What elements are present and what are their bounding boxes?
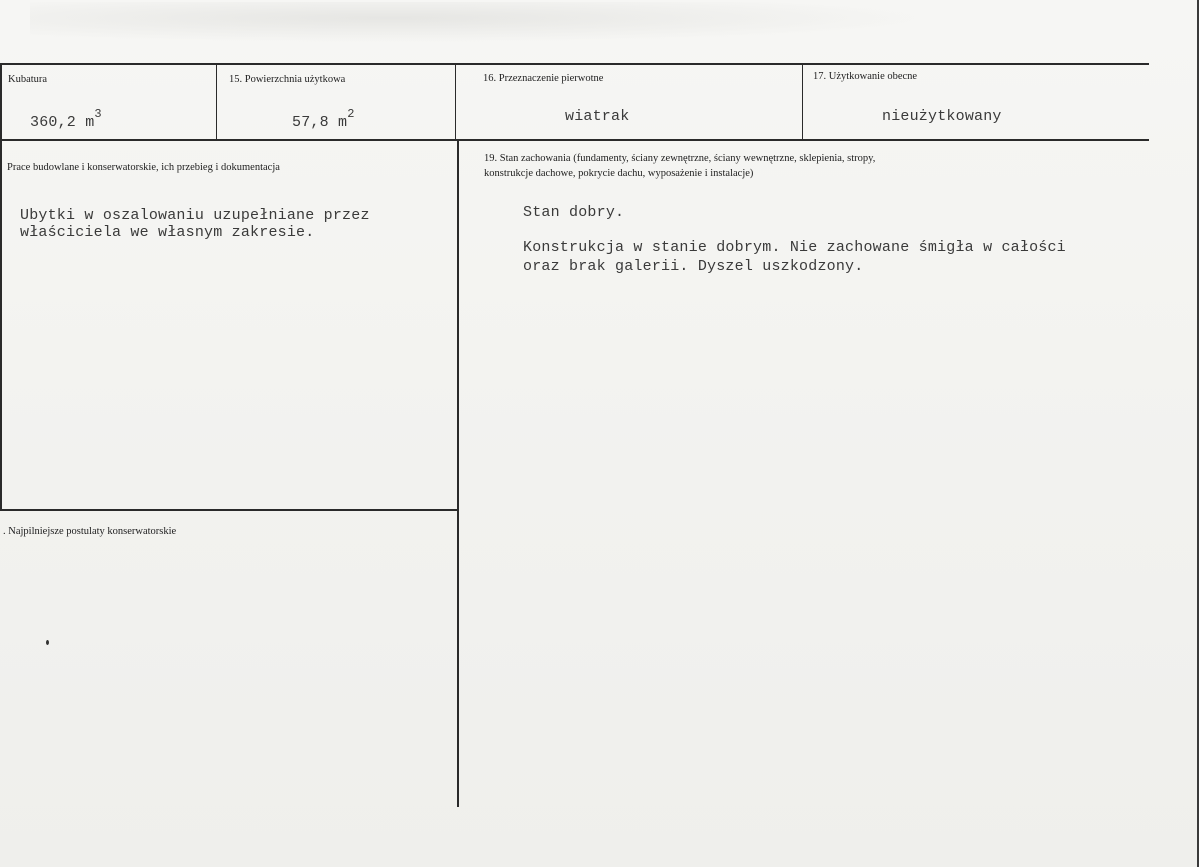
powierzchnia-value xyxy=(292,109,355,131)
kubatura-exponent: 3 xyxy=(94,107,102,121)
main-column-divider xyxy=(457,139,459,807)
powierzchnia-label: 15. Powierzchnia użytkowa xyxy=(229,74,346,85)
prace-line-1: Ubytki w oszalowaniu uzupełniane przez xyxy=(20,207,370,224)
col-divider-1 xyxy=(216,63,217,141)
uzytkowanie-value: nieużytkowany xyxy=(882,108,1002,125)
col-divider-2 xyxy=(455,63,456,141)
stan-paragraph-2-line-1: Konstrukcja w stanie dobrym. Nie zachowane śmigła w całości xyxy=(523,239,1066,256)
stan-label-line-2: konstrukcje dachowe, pokrycie dachu, wyposażenie i instalacje) xyxy=(484,168,754,179)
kubatura-value xyxy=(30,109,102,131)
paper-smudge xyxy=(30,2,930,42)
ink-dot xyxy=(46,640,49,645)
kubatura-number: 360,2 m xyxy=(30,114,95,131)
prace-line-2: właściciela we własnym zakresie. xyxy=(20,224,315,241)
przeznaczenie-value: wiatrak xyxy=(565,108,630,125)
uzytkowanie-label: 17. Użytkowanie obecne xyxy=(813,71,918,82)
left-column-divider-rule xyxy=(0,509,458,511)
left-border-rule xyxy=(0,63,2,511)
powierzchnia-number: 57,8 m xyxy=(292,114,348,131)
przeznaczenie-label: 16. Przeznaczenie pierwotne xyxy=(483,73,604,84)
stan-paragraph-2-line-2: oraz brak galerii. Dyszel uszkodzony. xyxy=(523,258,864,275)
top-row-top-rule xyxy=(0,63,1149,65)
prace-label: Prace budowlane i konserwatorskie, ich przebieg i dokumentacja xyxy=(7,162,280,173)
top-row-bottom-rule xyxy=(0,139,1149,141)
powierzchnia-exponent: 2 xyxy=(347,107,355,121)
kubatura-label: Kubatura xyxy=(8,74,48,85)
col-divider-3 xyxy=(802,63,803,141)
stan-paragraph-1: Stan dobry. xyxy=(523,204,625,221)
postulaty-label: . Najpilniejsze postulaty konserwatorskie xyxy=(3,526,177,537)
stan-label-line-1: 19. Stan zachowania (fundamenty, ściany zewnętrzne, ściany wewnętrzne, sklepienia, stropy, xyxy=(484,153,876,164)
